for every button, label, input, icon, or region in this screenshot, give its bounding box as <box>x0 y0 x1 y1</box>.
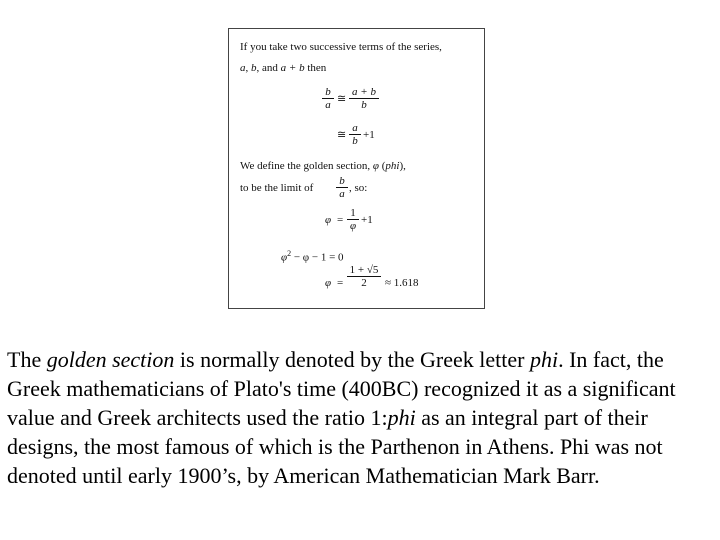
eq5-num: 1 + √5 <box>349 264 379 276</box>
eq2-num: a <box>352 122 358 134</box>
limit-num: b <box>339 175 345 187</box>
so-text: , so: <box>349 182 368 194</box>
terms-line <box>240 62 326 75</box>
paren-open: ( <box>379 160 386 172</box>
eq1-rhs-num: a + b <box>352 86 376 98</box>
eq3-fraction <box>347 207 359 232</box>
and-word: , and <box>256 62 281 74</box>
eq5-fraction <box>347 264 381 289</box>
eq1-rhs-fraction <box>349 86 379 111</box>
intro-line: If you take two successive terms of the series, <box>240 41 442 53</box>
eq3-lhs: φ <box>325 214 332 226</box>
caption-paragraph <box>7 345 713 490</box>
eq3-num: 1 <box>350 207 356 219</box>
phi-term-ratio: phi <box>387 405 416 430</box>
eq3-den: φ <box>349 220 357 232</box>
eq2-plus-one: +1 <box>363 129 375 141</box>
define-text: We define the golden section, <box>240 160 373 172</box>
limit-fraction <box>336 175 348 200</box>
eq2-den: b <box>352 135 358 147</box>
golden-section-figure <box>228 28 485 309</box>
phi-symbol: φ <box>372 160 379 172</box>
eq4-phi: φ <box>281 251 288 264</box>
eq1-approx: ≅ <box>337 93 347 105</box>
limit-den: a <box>339 188 345 200</box>
eq4-rest: − φ − 1 = 0 <box>291 251 344 264</box>
paren-close: ), <box>399 160 406 172</box>
eq5-equals: = <box>337 277 344 289</box>
caption-part3: . In fact, the Greek mathematicians of Plato's time (400BC) recognized it as a significant value and Greek architects used the ratio 1: <box>7 347 676 430</box>
eq2-approx: ≅ <box>337 129 347 141</box>
phi-term: phi <box>529 347 559 372</box>
phi-word: phi <box>385 160 400 172</box>
caption-part1: The <box>7 347 47 372</box>
caption-part2: is normally denoted by the Greek letter <box>174 347 530 372</box>
golden-section-term: golden section <box>46 347 175 372</box>
eq4-superscript: 2 <box>287 249 292 258</box>
eq3-plus-one: +1 <box>361 214 373 226</box>
sep1: , <box>245 62 251 74</box>
limit-line: to be the limit of <box>240 182 314 194</box>
term-b: b <box>251 62 257 74</box>
eq1-rhs-den: b <box>361 99 367 111</box>
term-a-plus-b: a + b <box>280 62 305 74</box>
eq1-lhs-fraction <box>322 86 334 111</box>
caption-part4: as an integral part of their designs, the most famous of which is the Parthenon in Athens. Phi was not denoted until early 1900’s, by American Mathematician Mark Barr. <box>7 405 663 488</box>
then-word: then <box>304 62 327 74</box>
eq3-equals: = <box>337 214 344 226</box>
eq5-lhs: φ <box>325 277 332 289</box>
eq1-lhs-den: a <box>325 99 331 111</box>
eq5-den: 2 <box>361 277 367 289</box>
eq4 <box>281 247 344 265</box>
eq1-lhs-num: b <box>325 86 331 98</box>
eq5-approx: ≈ 1.618 <box>385 277 419 289</box>
term-a: a <box>240 62 246 74</box>
eq2-fraction <box>349 122 361 147</box>
define-line <box>240 160 406 173</box>
